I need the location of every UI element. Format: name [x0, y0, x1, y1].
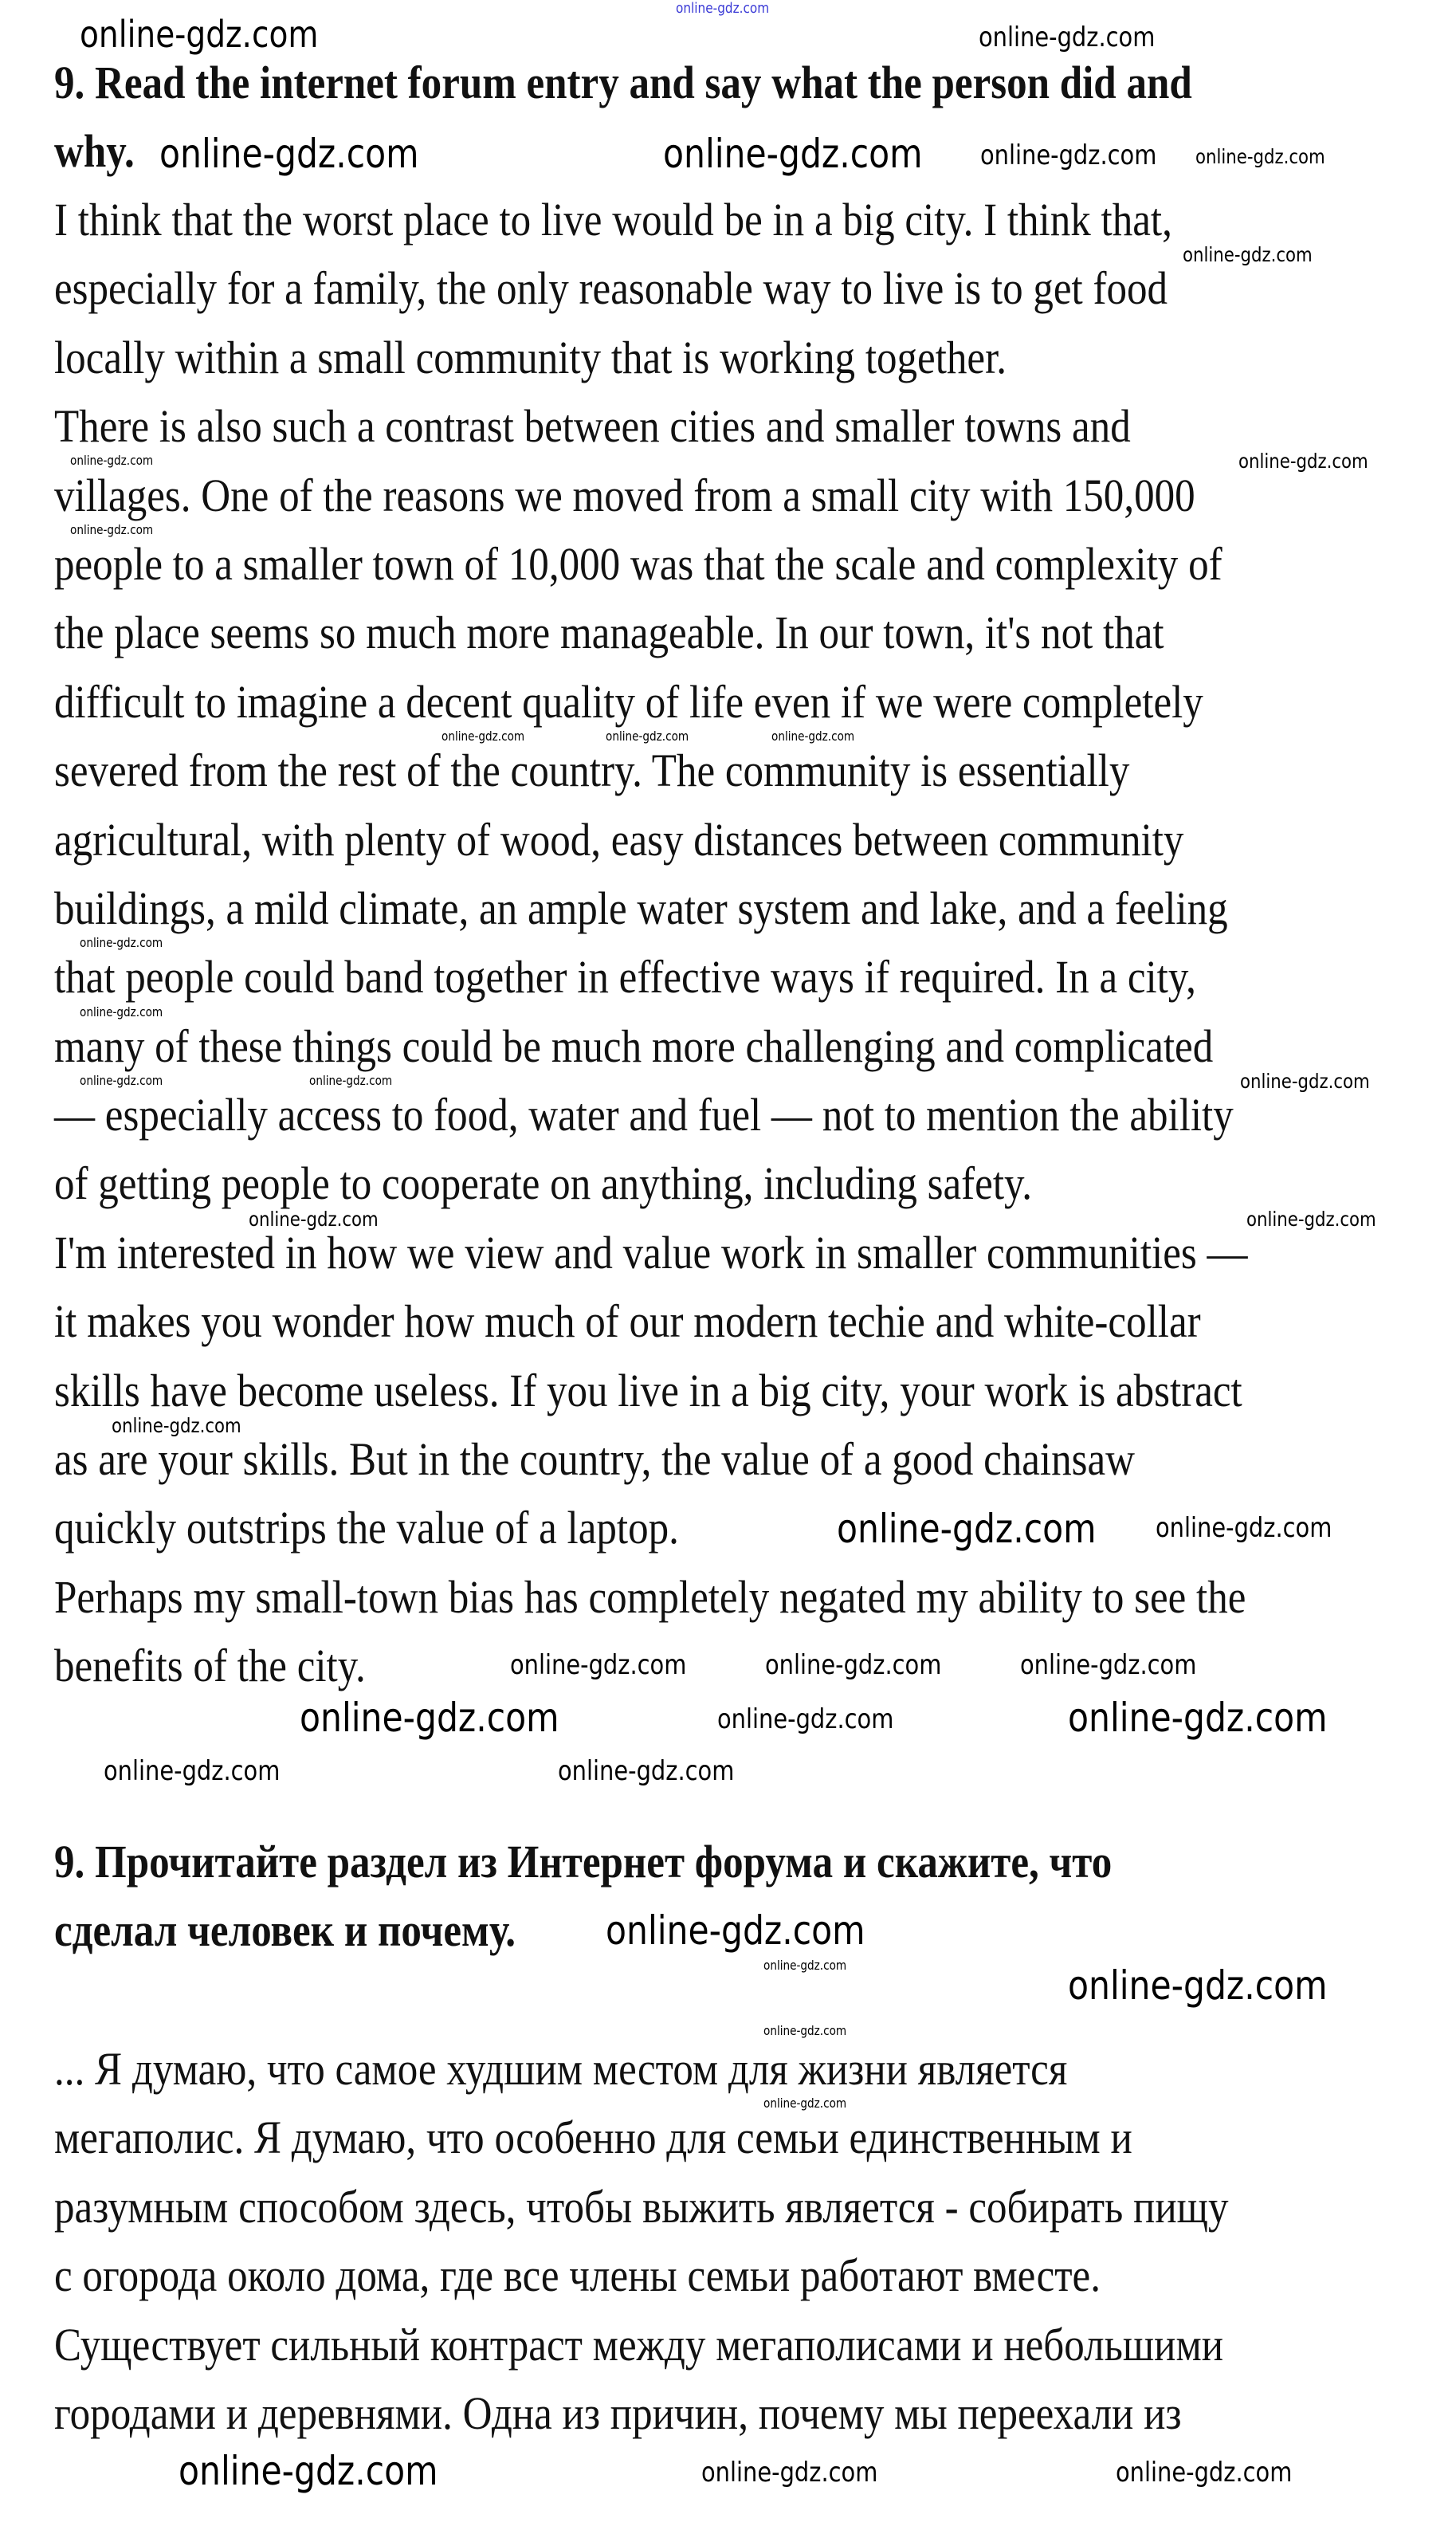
watermark: online-gdz.com — [80, 1004, 163, 1019]
text-line: difficult to imagine a decent quality of life even if we were completely — [54, 675, 1203, 728]
watermark: online-gdz.com — [980, 139, 1157, 171]
text-line: many of these things could be much more challenging and complicated — [54, 1019, 1214, 1072]
watermark: online-gdz.com — [80, 1073, 163, 1088]
watermark: online-gdz.com — [112, 1414, 241, 1437]
heading-line: why. — [54, 125, 135, 178]
watermark: online-gdz.com — [763, 2023, 847, 2038]
watermark: online-gdz.com — [179, 2448, 438, 2494]
watermark: online-gdz.com — [765, 1649, 942, 1681]
watermark: online-gdz.com — [1240, 1070, 1370, 1093]
text-line: people to a smaller town of 10,000 was that the scale and complexity of — [54, 537, 1222, 590]
watermark: online-gdz.com — [80, 13, 319, 56]
watermark: online-gdz.com — [717, 1703, 894, 1735]
heading-line: сделал человек и почему. — [54, 1904, 516, 1957]
watermark: online-gdz.com — [606, 729, 689, 744]
watermark: online-gdz.com — [676, 0, 770, 17]
text-line: городами и деревнями. Одна из причин, почему мы переехали из — [54, 2386, 1182, 2439]
watermark: online-gdz.com — [663, 131, 923, 177]
text-line: it makes you wonder how much of our modern techie and white-collar — [54, 1295, 1201, 1348]
watermark: online-gdz.com — [558, 1755, 735, 1787]
watermark: online-gdz.com — [1246, 1208, 1376, 1231]
text-line: — especially access to food, water and fuel — not to mention the ability — [54, 1089, 1234, 1141]
text-line: I think that the worst place to live would be in a big city. I think that, — [54, 194, 1172, 246]
watermark: online-gdz.com — [701, 2457, 878, 2489]
russian-forum-text — [54, 2045, 1388, 2458]
english-forum-text — [54, 196, 1411, 1711]
watermark: online-gdz.com — [80, 935, 163, 950]
watermark: online-gdz.com — [1238, 450, 1368, 473]
text-line: There is also such a contrast between cities and smaller towns and — [54, 400, 1131, 453]
watermark: online-gdz.com — [70, 453, 154, 468]
watermark: online-gdz.com — [309, 1073, 393, 1088]
watermark: online-gdz.com — [510, 1649, 687, 1681]
text-line: ... Я думаю, что самое худшим местом для жизни является — [54, 2043, 1068, 2095]
text-line: Perhaps my small-town bias has completely negated my ability to see the — [54, 1570, 1246, 1623]
heading-line: 9. Read the internet forum entry and say what the person did and — [54, 57, 1192, 108]
text-line: разумным способом здесь, чтобы выжить является - собирать пищу — [54, 2180, 1229, 2233]
watermark: online-gdz.com — [1156, 1512, 1332, 1544]
watermark: online-gdz.com — [606, 1907, 865, 1954]
text-line: the place seems so much more manageable. In our town, it's not that — [54, 607, 1164, 659]
watermark: online-gdz.com — [249, 1208, 379, 1231]
text-line: benefits of the city. — [54, 1640, 366, 1692]
text-line: that people could band together in effective ways if required. In a city, — [54, 951, 1196, 1004]
text-line: severed from the rest of the country. The community is essentially — [54, 744, 1130, 797]
watermark: online-gdz.com — [979, 22, 1156, 53]
watermark: online-gdz.com — [159, 131, 419, 177]
watermark: online-gdz.com — [1068, 1695, 1328, 1741]
watermark: online-gdz.com — [1068, 1962, 1328, 2009]
text-line: especially for a family, the only reasonable way to live is to get food — [54, 262, 1168, 315]
text-line: buildings, a mild climate, an ample water system and lake, and a feeling — [54, 882, 1228, 934]
text-line: as are your skills. But in the country, the value of a good chainsaw — [54, 1433, 1136, 1486]
text-line: I'm interested in how we view and value work in smaller communities — — [54, 1226, 1248, 1279]
text-line: мегаполис. Я думаю, что особенно для семьи единственным и — [54, 2111, 1132, 2164]
watermark: online-gdz.com — [442, 729, 525, 744]
text-line: skills have become useless. If you live in a big city, your work is abstract — [54, 1364, 1242, 1416]
text-line: of getting people to cooperate on anything, including safety. — [54, 1157, 1032, 1210]
heading-line: 9. Прочитайте раздел из Интернет форума и скажите, что — [54, 1836, 1113, 1888]
watermark: online-gdz.com — [763, 2096, 847, 2111]
watermark: online-gdz.com — [837, 1506, 1097, 1552]
text-line: Существует сильный контраст между мегаполисами и небольшими — [54, 2318, 1224, 2371]
text-line: с огорода около дома, где все члены семьи работают вместе. — [54, 2249, 1101, 2302]
watermark: online-gdz.com — [300, 1695, 559, 1741]
watermark: online-gdz.com — [1195, 145, 1325, 168]
text-line: villages. One of the reasons we moved from a small city with 150,000 — [54, 469, 1195, 521]
watermark: online-gdz.com — [104, 1755, 281, 1787]
text-line: locally within a small community that is working together. — [54, 331, 1007, 383]
watermark: online-gdz.com — [1116, 2457, 1293, 2489]
watermark: online-gdz.com — [70, 522, 154, 537]
watermark: online-gdz.com — [771, 729, 855, 744]
watermark: online-gdz.com — [1020, 1649, 1197, 1681]
text-line: agricultural, with plenty of wood, easy distances between community — [54, 813, 1184, 866]
watermark: online-gdz.com — [1183, 243, 1313, 266]
text-line: quickly outstrips the value of a laptop. — [54, 1502, 679, 1554]
watermark: online-gdz.com — [763, 1958, 847, 1973]
